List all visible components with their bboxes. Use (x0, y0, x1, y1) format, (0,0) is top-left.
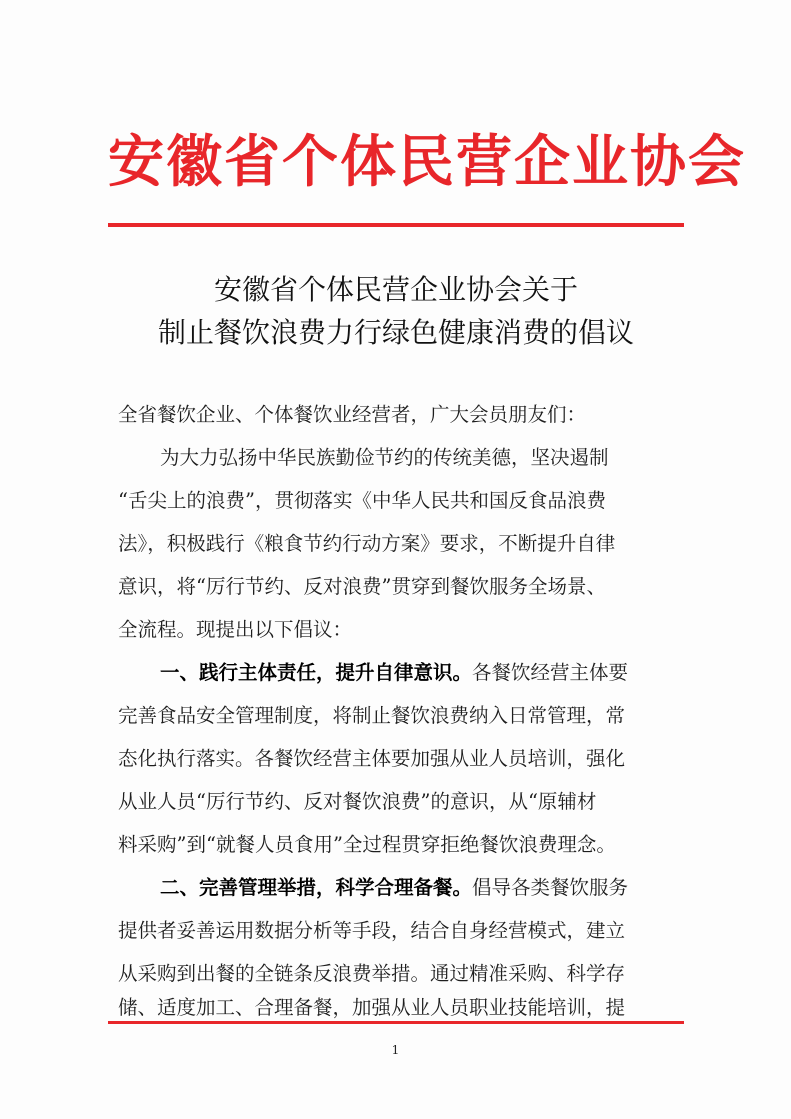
section-1-line-5: 料采购”到“就餐人员食用”全过程贯穿拒绝餐饮浪费理念。 (118, 833, 616, 856)
section-1-first-line (160, 651, 684, 694)
intro-line-3: 法》，积极践行《粮食节约行动方案》要求，不断提升自律 (118, 532, 616, 555)
page-number: 1 (391, 1043, 400, 1057)
letterhead-org-name: 安徽省个体民营企业协会 (108, 129, 746, 195)
section-2-line-4: 储、适度加工、合理备餐，加强从业人员职业技能培训，提 (118, 996, 626, 1019)
document-title-line-1: 安徽省个体民营企业协会关于 (213, 273, 578, 306)
section-1-line-4: 从业人员“厉行节约、反对餐饮浪费”的意识，从“原辅材 (118, 790, 597, 813)
intro-line-5: 全流程。现提出以下倡议： (118, 618, 353, 641)
section-2-line-2: 提供者妥善运用数据分析等手段，结合自身经营模式，建立 (118, 919, 626, 942)
section-1-line-3: 态化执行落实。各餐饮经营主体要加强从业人员培训，强化 (118, 747, 626, 770)
section-1-heading: 一、践行主体责任，提升自律意识。 (160, 661, 473, 684)
intro-line-2: “舌尖上的浪费”，贯彻落实《中华人民共和国反食品浪费 (118, 489, 606, 512)
section-1-line-2: 完善食品安全管理制度，将制止餐饮浪费纳入日常管理，常 (118, 704, 626, 727)
section-2-heading: 二、完善管理举措，科学合理备餐。 (160, 876, 473, 899)
intro-line-4: 意识，将“厉行节约、反对浪费”贯穿到餐饮服务全场景、 (118, 575, 606, 598)
section-2-first-line-text: 倡导各类餐饮服务 (472, 876, 629, 899)
document-title-line-2: 制止餐饮浪费力行绿色健康消费的倡议 (157, 316, 634, 349)
footer-red-rule (108, 1021, 684, 1024)
salutation: 全省餐饮企业、个体餐饮业经营者，广大会员朋友们： (118, 403, 587, 426)
section-2-first-line (160, 866, 684, 909)
letterhead-red-rule (108, 223, 684, 227)
section-2-line-3: 从采购到出餐的全链条反浪费举措。通过精准采购、科学存 (118, 962, 626, 985)
section-1-first-line-text: 各餐饮经营主体要 (472, 661, 629, 684)
intro-line-1: 为大力弘扬中华民族勤俭节约的传统美德，坚决遏制 (160, 446, 609, 469)
